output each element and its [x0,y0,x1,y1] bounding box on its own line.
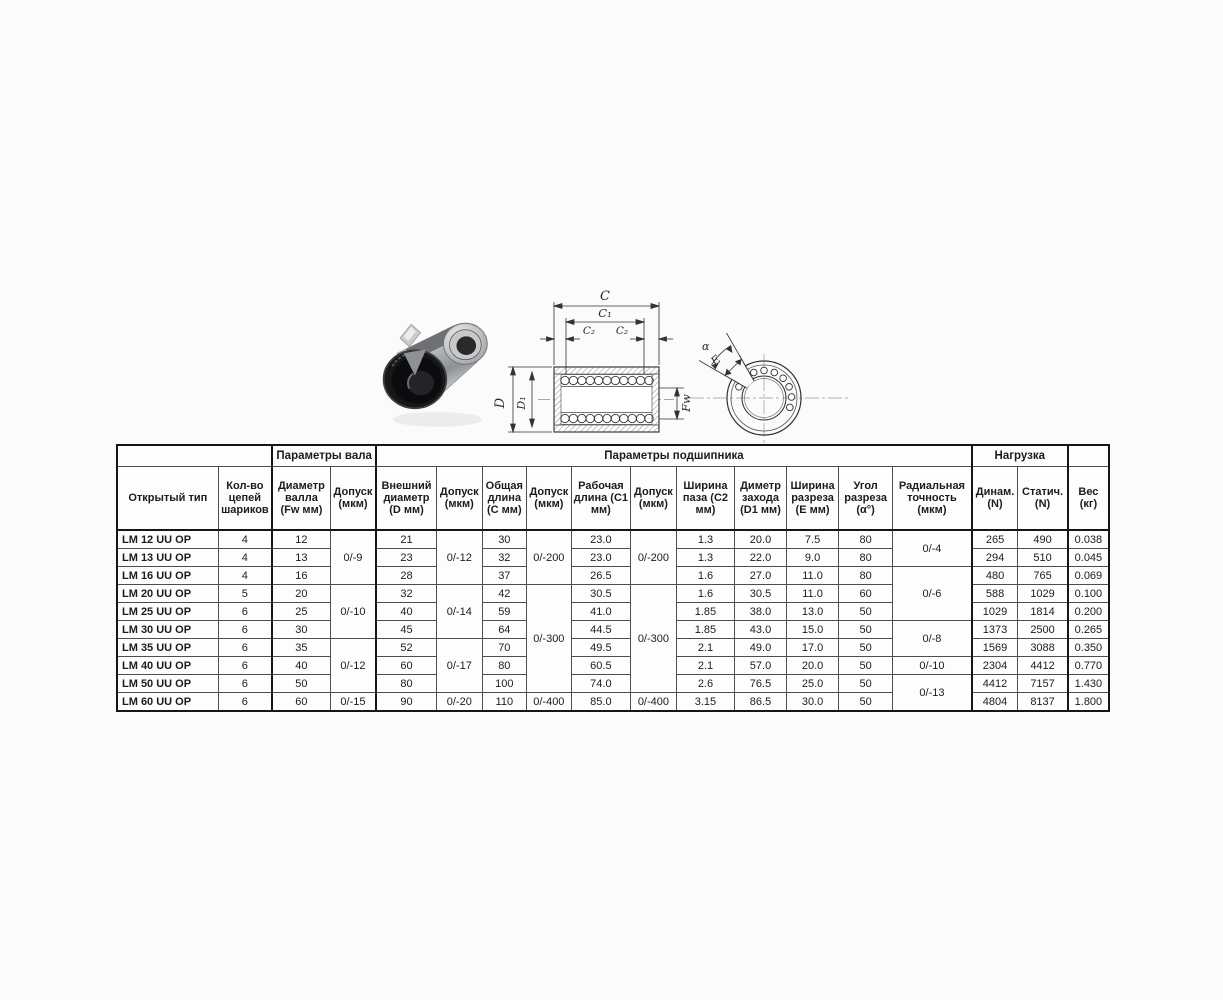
table-cell: 6 [218,603,272,621]
column-header: Внешний диаметр (D мм) [376,467,436,531]
table-cell: 26.5 [571,567,630,585]
table-cell: 20.0 [787,657,839,675]
table-cell: 1.6 [676,567,734,585]
table-cell: 50 [839,693,893,712]
group-header: Параметры вала [272,445,376,467]
table-cell: 294 [972,549,1018,567]
table-cell: 12 [272,530,330,549]
bearing-type-cell: LM 35 UU OP [117,639,218,657]
table-cell: 0/-400 [630,693,676,712]
table-cell: 0/-10 [330,585,376,639]
dim-label-c2-left: C₂ [582,325,596,337]
bearing-type-cell: LM 50 UU OP [117,675,218,693]
table-cell: 110 [482,693,526,712]
table-cell: 30.5 [571,585,630,603]
bearing-type-cell: LM 25 UU OP [117,603,218,621]
table-cell: 0/-6 [893,567,972,621]
table-cell: 6 [218,657,272,675]
column-header: Угол разреза (α°) [839,467,893,531]
table-cell: 60 [272,693,330,712]
table-cell: 50 [839,639,893,657]
bearing-type-cell: LM 13 UU OP [117,549,218,567]
table-cell: 80 [839,549,893,567]
table-cell: 0.350 [1068,639,1109,657]
table-cell: 0.038 [1068,530,1109,549]
column-header: Радиальная точность (мкм) [893,467,972,531]
table-cell: 480 [972,567,1018,585]
table-cell: 265 [972,530,1018,549]
column-header: Ширина паза (С2 мм) [676,467,734,531]
table-cell: 4804 [972,693,1018,712]
table-cell: 1.3 [676,549,734,567]
table-cell: 21 [376,530,436,549]
table-cell: 23 [376,549,436,567]
table-cell: 60 [839,585,893,603]
table-cell: 0.069 [1068,567,1109,585]
table-cell: 7157 [1018,675,1068,693]
dim-label-d1: D₁ [515,396,528,410]
table-cell: 0.045 [1068,549,1109,567]
group-header-empty [117,445,272,467]
table-cell: 50 [272,675,330,693]
bearing-type-cell: LM 20 UU OP [117,585,218,603]
table-cell: 1.6 [676,585,734,603]
end-view-drawing [682,296,872,454]
table-cell: 16 [272,567,330,585]
table-cell: 30 [272,621,330,639]
table-cell: 11.0 [787,567,839,585]
table-cell: 0.200 [1068,603,1109,621]
table-row [117,567,1109,585]
column-header: Допуск (мкм) [436,467,482,531]
table-cell: 45 [376,621,436,639]
photo-shadow [393,412,483,427]
table-cell: 0/-12 [436,530,482,585]
column-header: Допуск (мкм) [630,467,676,531]
bearing-type-cell: LM 12 UU OP [117,530,218,549]
table-cell: 32 [482,549,526,567]
table-cell: 90 [376,693,436,712]
table-cell: 1.85 [676,621,734,639]
table-cell: 765 [1018,567,1068,585]
dim-label-c2-right: C₂ [615,325,629,337]
table-cell: 49.0 [734,639,786,657]
table-cell: 40 [272,657,330,675]
spec-table-wrapper [116,444,1110,712]
table-cell: 50 [839,603,893,621]
table-cell: 1373 [972,621,1018,639]
table-cell: 30.5 [734,585,786,603]
table-cell: 4412 [1018,657,1068,675]
table-cell: 1.85 [676,603,734,621]
table-cell: 510 [1018,549,1068,567]
table-cell: 2.6 [676,675,734,693]
table-cell: 50 [839,675,893,693]
table-cell: 0/-4 [893,530,972,567]
table-cell: 9.0 [787,549,839,567]
table-cell: 15.0 [787,621,839,639]
table-cell: 1569 [972,639,1018,657]
table-cell: 3088 [1018,639,1068,657]
table-cell: 0/-10 [893,657,972,675]
table-cell: 13 [272,549,330,567]
dim-label-d: D [493,397,508,409]
table-cell: 43.0 [734,621,786,639]
table-cell: 49.5 [571,639,630,657]
table-cell: 25 [272,603,330,621]
table-cell: 80 [839,530,893,549]
column-header: Общая длина (С мм) [482,467,526,531]
table-cell: 23.0 [571,530,630,549]
table-cell: 60 [376,657,436,675]
bearing-type-cell: LM 30 UU OP [117,621,218,639]
table-cell: 40 [376,603,436,621]
table-cell: 30.0 [787,693,839,712]
table-cell: 2500 [1018,621,1068,639]
table-cell: 2304 [972,657,1018,675]
dim-label-fw: Fw [679,394,693,412]
table-cell: 80 [482,657,526,675]
table-cell: 100 [482,675,526,693]
table-cell: 1.430 [1068,675,1109,693]
column-header: Рабочая длина (С1 мм) [571,467,630,531]
group-header: Параметры подшипника [376,445,972,467]
table-cell: 57.0 [734,657,786,675]
table-cell: 0/-20 [436,693,482,712]
table-cell: 59 [482,603,526,621]
table-cell: 28 [376,567,436,585]
cross-section-drawing [492,282,702,450]
group-header-empty [1068,445,1109,467]
table-cell: 7.5 [787,530,839,549]
dim-label-e: E [707,352,724,369]
column-header: Ширина разреза (Е мм) [787,467,839,531]
table-cell: 0/-200 [630,530,676,585]
table-cell: 3.15 [676,693,734,712]
table-cell: 6 [218,639,272,657]
table-cell: 13.0 [787,603,839,621]
table-cell: 37 [482,567,526,585]
table-cell: 0/-13 [893,675,972,712]
table-cell: 44.5 [571,621,630,639]
table-cell: 80 [839,567,893,585]
column-header: Кол-во цепей шариков [218,467,272,531]
group-header: Нагрузка [972,445,1068,467]
table-cell: 11.0 [787,585,839,603]
table-cell: 0.265 [1068,621,1109,639]
table-cell: 52 [376,639,436,657]
column-header: Допуск (мкм) [526,467,571,531]
table-cell: 30 [482,530,526,549]
table-cell: 1.3 [676,530,734,549]
table-cell: 42 [482,585,526,603]
table-cell: 86.5 [734,693,786,712]
table-cell: 41.0 [571,603,630,621]
column-header: Допуск (мкм) [330,467,376,531]
table-row [117,530,1109,549]
column-header: Статич. (N) [1018,467,1068,531]
table-cell: 17.0 [787,639,839,657]
bearing-type-cell: LM 60 UU OP [117,693,218,712]
column-header: Диаметр валла (Fw мм) [272,467,330,531]
table-cell: 2.1 [676,657,734,675]
bearing-photo [372,294,512,444]
column-header: Вес (кг) [1068,467,1109,531]
bearing-type-cell: LM 40 UU OP [117,657,218,675]
table-row [117,621,1109,639]
table-cell: 60.5 [571,657,630,675]
spec-table [116,444,1110,712]
table-cell: 8137 [1018,693,1068,712]
table-cell: 0/-300 [526,585,571,693]
table-cell: 6 [218,621,272,639]
dim-label-c1: C₁ [598,306,612,320]
table-cell: 0/-15 [330,693,376,712]
table-cell: 0/-300 [630,585,676,693]
table-cell: 490 [1018,530,1068,549]
table-cell: 0/-17 [436,639,482,693]
table-cell: 38.0 [734,603,786,621]
table-cell: 4 [218,567,272,585]
table-cell: 0/-14 [436,585,482,639]
table-cell: 85.0 [571,693,630,712]
table-cell: 22.0 [734,549,786,567]
table-cell: 32 [376,585,436,603]
dim-label-alpha: α [702,340,710,353]
column-header: Диметр захода (D1 мм) [734,467,786,531]
table-cell: 76.5 [734,675,786,693]
table-cell: 4 [218,549,272,567]
table-row [117,675,1109,693]
table-cell: 70 [482,639,526,657]
table-cell: 1814 [1018,603,1068,621]
table-cell: 50 [839,657,893,675]
table-cell: 1.800 [1068,693,1109,712]
table-cell: 50 [839,621,893,639]
column-header: Открытый тип [117,467,218,531]
table-cell: 0/-9 [330,530,376,585]
table-cell: 0/-8 [893,621,972,657]
table-cell: 1029 [972,603,1018,621]
table-cell: 1029 [1018,585,1068,603]
bearing-type-cell: LM 16 UU OP [117,567,218,585]
table-cell: 20.0 [734,530,786,549]
table-cell: 0/-200 [526,530,571,585]
table-cell: 2.1 [676,639,734,657]
table-cell: 6 [218,693,272,712]
table-cell: 64 [482,621,526,639]
table-cell: 80 [376,675,436,693]
table-row [117,657,1109,675]
table-cell: 588 [972,585,1018,603]
table-cell: 0.770 [1068,657,1109,675]
table-cell: 27.0 [734,567,786,585]
table-cell: 4 [218,530,272,549]
table-cell: 35 [272,639,330,657]
table-cell: 0.100 [1068,585,1109,603]
table-cell: 25.0 [787,675,839,693]
table-cell: 4412 [972,675,1018,693]
table-cell: 6 [218,675,272,693]
table-cell: 20 [272,585,330,603]
table-cell: 0/-400 [526,693,571,712]
table-cell: 23.0 [571,549,630,567]
table-cell: 0/-12 [330,639,376,693]
table-cell: 74.0 [571,675,630,693]
column-header: Динам. (N) [972,467,1018,531]
table-cell: 5 [218,585,272,603]
dim-label-c: C [600,289,610,304]
